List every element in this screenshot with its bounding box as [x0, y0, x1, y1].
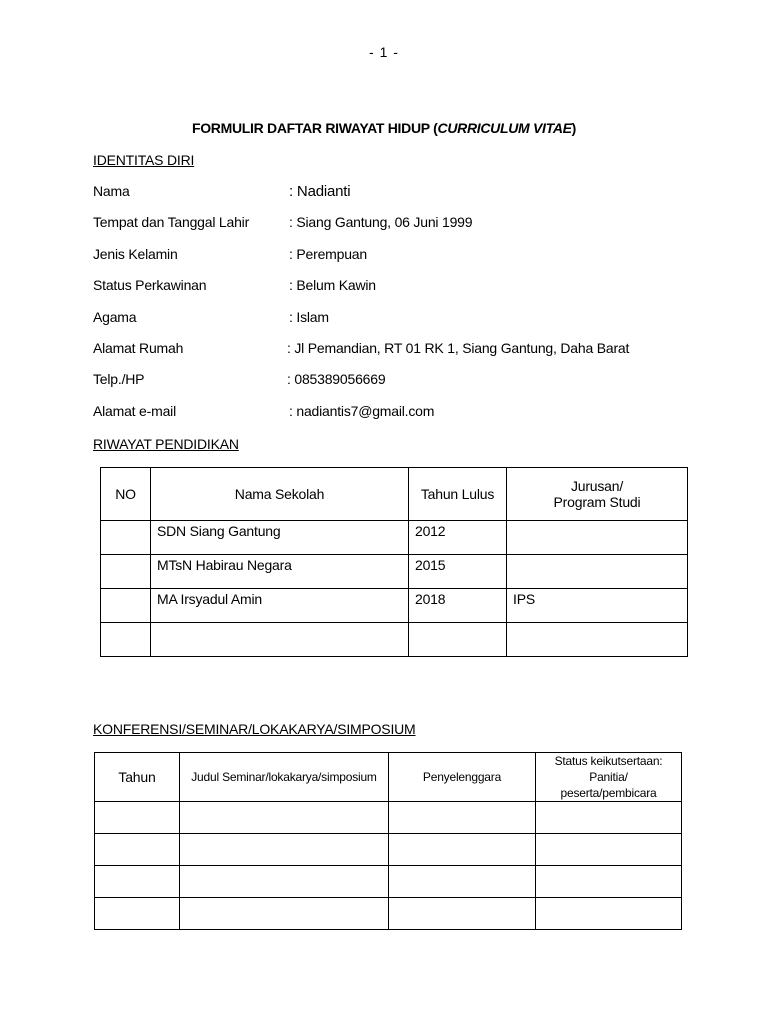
cell-status [536, 898, 682, 930]
table-row [101, 623, 688, 657]
header-status-line3: peserta/pembicara [560, 786, 657, 800]
education-table [100, 467, 688, 657]
field-value-ttl: : Siang Gantung, 06 Juni 1999 [289, 214, 473, 230]
field-label-telp: Telp./HP [93, 371, 145, 387]
title-italic: CURRICULUM VITAE [437, 120, 572, 136]
field-value-alamat: : Jl Pemandian, RT 01 RK 1, Siang Gantung, Daha Barat [287, 340, 630, 356]
page-number: - 1 - [369, 44, 399, 60]
cell-penyelenggara [389, 866, 536, 898]
conference-table [94, 752, 682, 930]
field-value-jenis-kelamin: : Perempuan [289, 246, 367, 262]
header-tahun: Tahun [95, 753, 180, 802]
cell-no [101, 555, 151, 589]
table-row [95, 802, 682, 834]
table-row [95, 898, 682, 930]
cell-no [101, 623, 151, 657]
header-judul-seminar: Judul Seminar/lokakarya/simposium [180, 753, 389, 802]
cell-judul [180, 866, 389, 898]
cell-jurusan: IPS [507, 589, 688, 623]
table-row [95, 866, 682, 898]
cell-jurusan [507, 521, 688, 555]
table-row [95, 834, 682, 866]
cell-tahun [95, 802, 180, 834]
cell-no [101, 589, 151, 623]
field-value-telp: : 085389056669 [287, 371, 386, 387]
cell-nama-sekolah: SDN Siang Gantung [151, 521, 409, 555]
pendidikan-heading: RIWAYAT PENDIDIKAN [93, 436, 239, 452]
table-header-row [95, 753, 682, 802]
table-row [101, 521, 688, 555]
cell-status [536, 802, 682, 834]
field-label-agama: Agama [93, 309, 137, 325]
cell-status [536, 834, 682, 866]
table-row [101, 589, 688, 623]
header-jurusan [507, 468, 688, 521]
cell-nama-sekolah: MTsN Habirau Negara [151, 555, 409, 589]
cell-tahun-lulus [409, 623, 507, 657]
header-nama-sekolah: Nama Sekolah [151, 468, 409, 521]
field-label-email: Alamat e-mail [93, 403, 176, 419]
cell-tahun-lulus: 2015 [409, 555, 507, 589]
field-value-email: : nadiantis7@gmail.com [289, 403, 435, 419]
identitas-heading: IDENTITAS DIRI [93, 152, 195, 168]
cell-tahun [95, 898, 180, 930]
cell-judul [180, 802, 389, 834]
cell-tahun [95, 834, 180, 866]
table-row [101, 555, 688, 589]
field-value-status: : Belum Kawin [289, 277, 376, 293]
field-label-status: Status Perkawinan [93, 277, 207, 293]
cell-tahun-lulus: 2012 [409, 521, 507, 555]
field-value-nama: : Nadianti [289, 183, 351, 200]
cell-status [536, 866, 682, 898]
header-status [536, 753, 682, 802]
header-penyelenggara: Penyelenggara [389, 753, 536, 802]
cell-nama-sekolah [151, 623, 409, 657]
cell-no [101, 521, 151, 555]
field-label-nama: Nama [93, 183, 130, 199]
cell-nama-sekolah: MA Irsyadul Amin [151, 589, 409, 623]
cell-judul [180, 834, 389, 866]
table-header-row [101, 468, 688, 521]
title-prefix: FORMULIR DAFTAR RIWAYAT HIDUP ( [191, 120, 438, 136]
header-tahun-lulus: Tahun Lulus [409, 468, 507, 521]
header-jurusan-line1: Jurusan/ [570, 478, 624, 494]
cell-penyelenggara [389, 802, 536, 834]
form-title [0, 120, 768, 136]
header-status-line1: Status keikutsertaan: [554, 754, 663, 768]
field-label-jenis-kelamin: Jenis Kelamin [93, 246, 178, 262]
field-value-agama: : Islam [289, 309, 329, 325]
cell-tahun-lulus: 2018 [409, 589, 507, 623]
cell-penyelenggara [389, 898, 536, 930]
cell-jurusan [507, 623, 688, 657]
cell-tahun [95, 866, 180, 898]
header-no: NO [101, 468, 151, 521]
field-label-alamat: Alamat Rumah [93, 340, 184, 356]
title-suffix: ) [571, 120, 577, 136]
cell-jurusan [507, 555, 688, 589]
header-status-line2: Panitia/ [589, 770, 628, 784]
field-label-ttl: Tempat dan Tanggal Lahir [93, 214, 250, 230]
header-jurusan-line2: Program Studi [553, 494, 641, 510]
cell-penyelenggara [389, 834, 536, 866]
konferensi-heading: KONFERENSI/SEMINAR/LOKAKARYA/SIMPOSIUM [93, 721, 416, 737]
cell-judul [180, 898, 389, 930]
